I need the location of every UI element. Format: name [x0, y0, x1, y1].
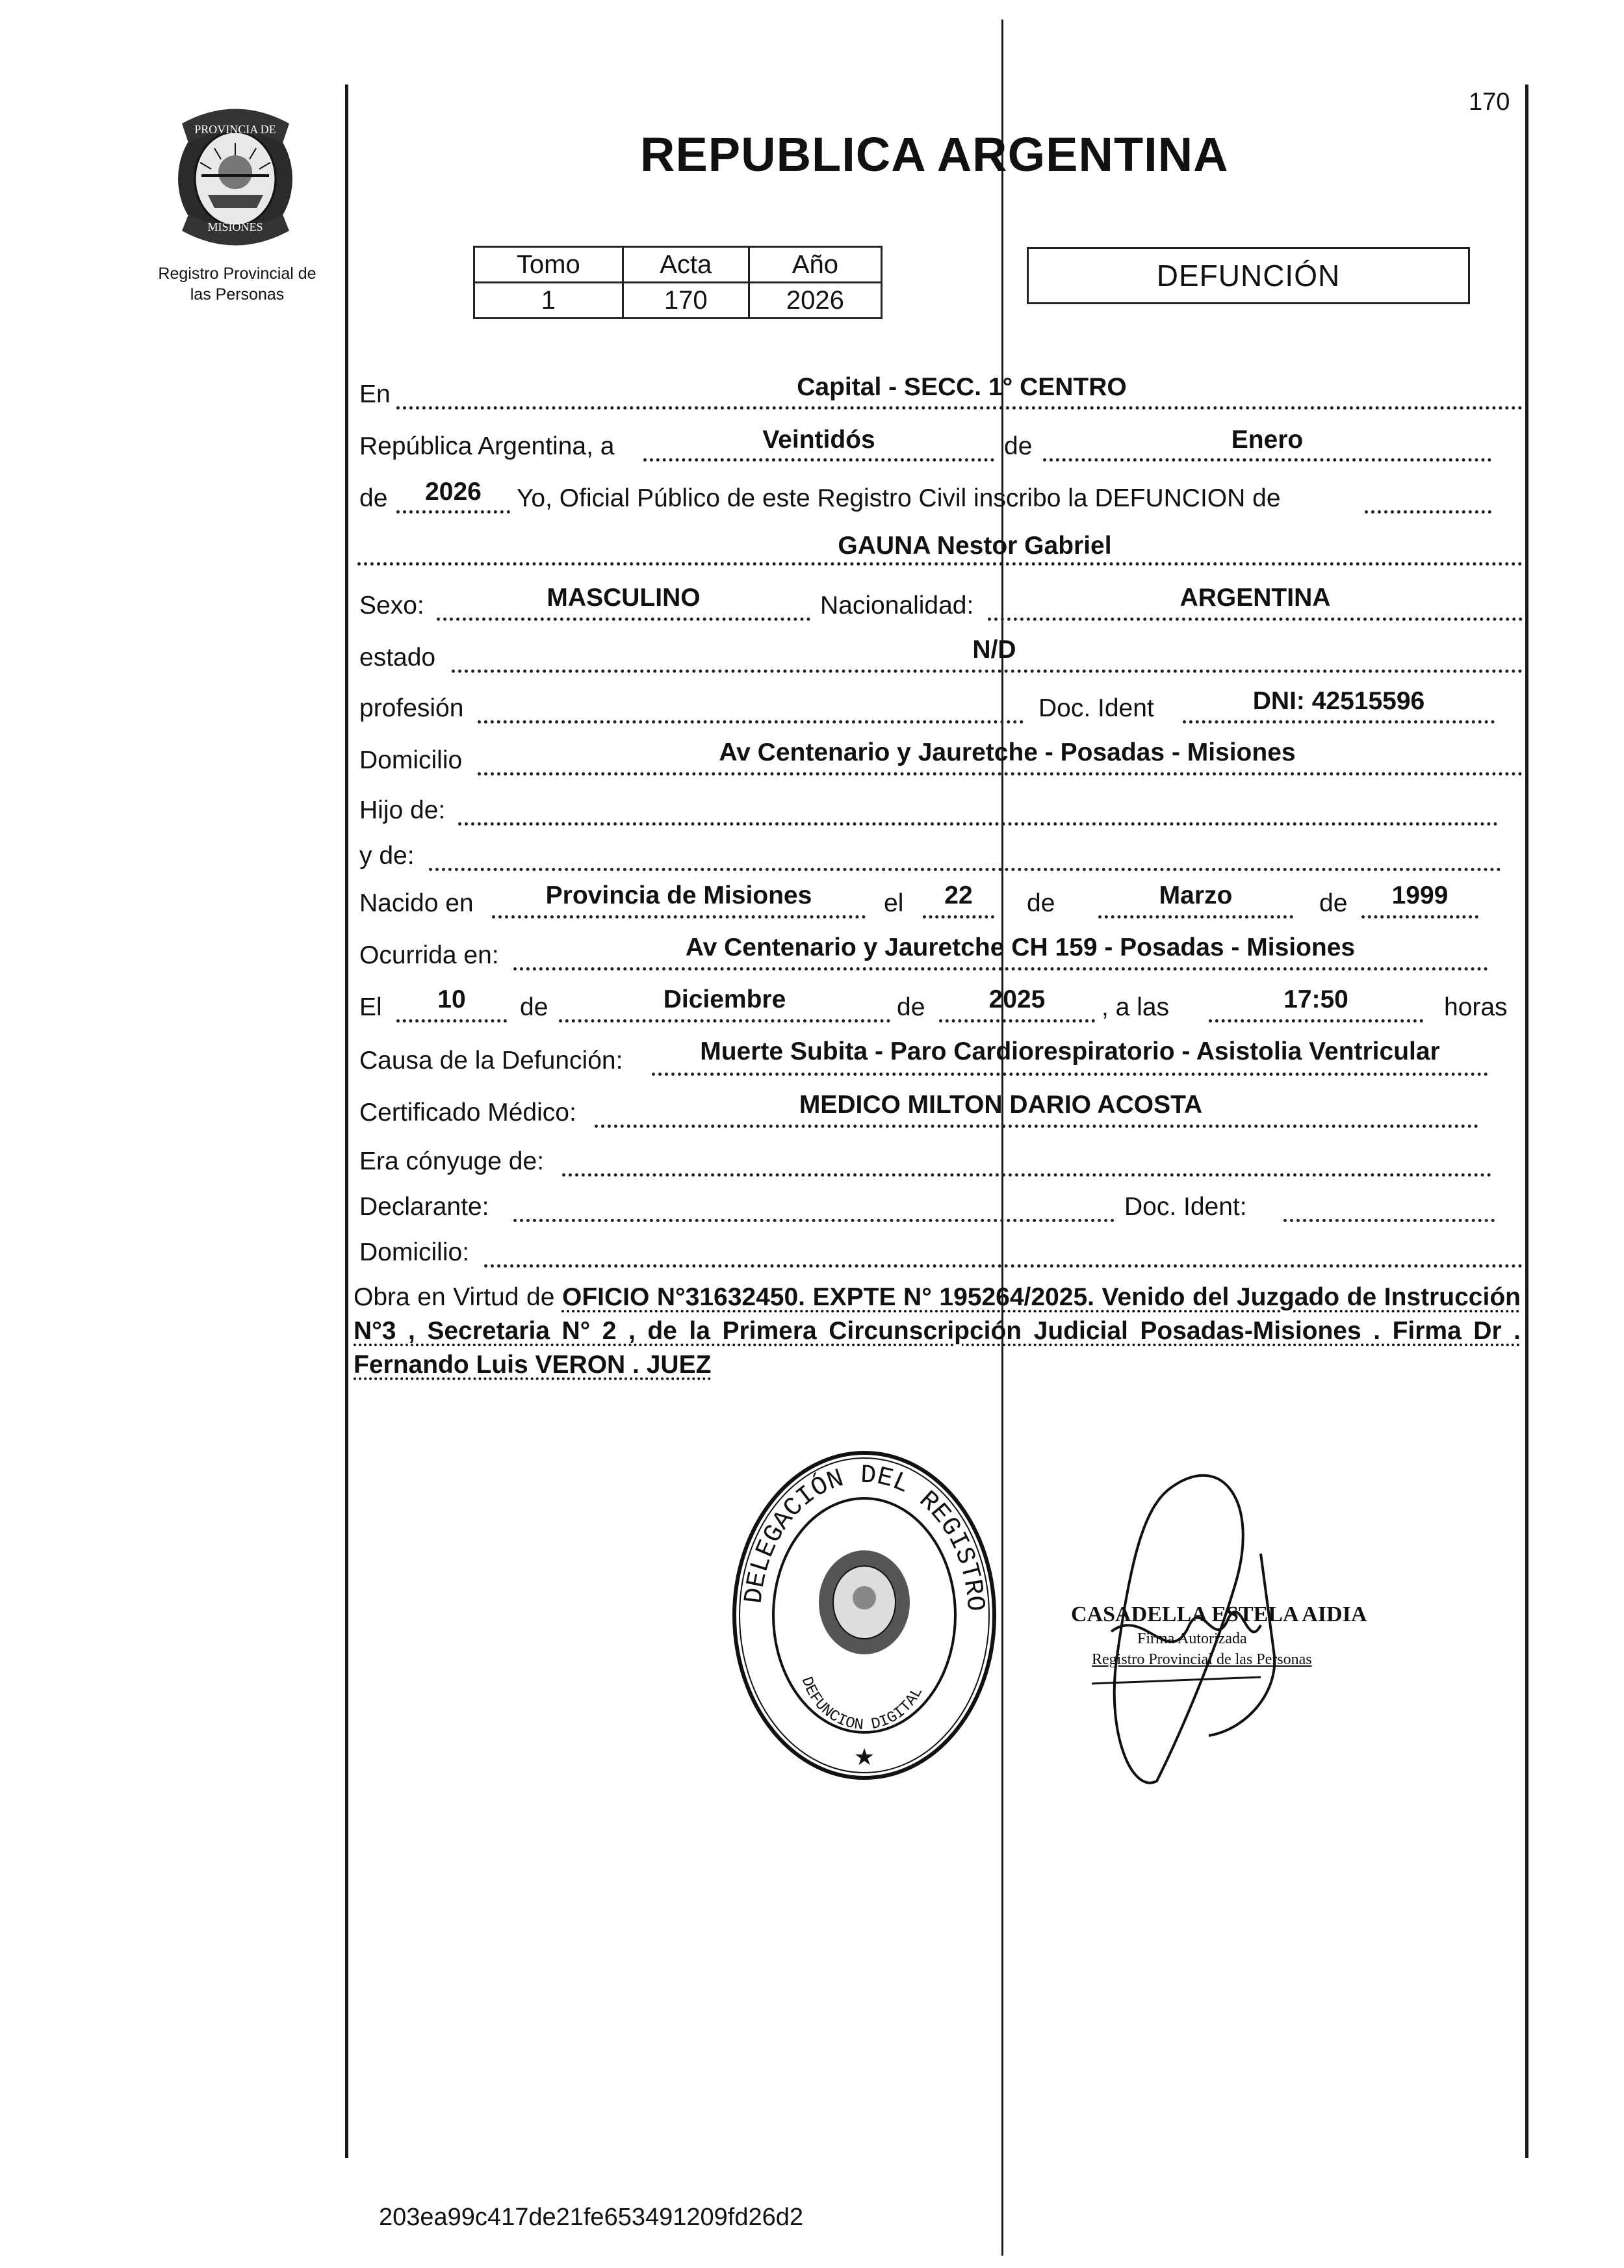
en-field-line	[396, 406, 1523, 410]
sexo-value: MASCULINO	[547, 584, 701, 612]
domicilio-value: Av Centenario y Jauretche - Posadas - Misiones	[719, 738, 1296, 766]
svg-text:DEFUNCION DIGITAL	[797, 1675, 927, 1734]
horas-label: horas	[1444, 993, 1508, 1021]
doc-ident2-label: Doc. Ident:	[1124, 1193, 1247, 1221]
hijo-field-line	[458, 822, 1498, 826]
nombre-field-line	[357, 562, 1523, 566]
en-label: En	[359, 380, 391, 408]
estado-field-line	[452, 670, 1523, 673]
nacido-label: Nacido en	[359, 889, 474, 917]
stamp-inner-text: DEFUNCION DIGITAL	[797, 1675, 927, 1735]
document-hash: 203ea99c417de21fe653491209fd26d2	[379, 2204, 803, 2231]
emblem-top-text: PROVINCIA DE	[194, 123, 276, 136]
def-mes-value: Diciembre	[663, 985, 786, 1013]
obra-value: OFICIO N°31632450. EXPTE N° 195264/2025. Venido del Juzgado de Instrucción N°3 , Secretaria N° 2 , de la Primera Circunscripción Judicial Posadas-Misiones . Firma Dr . Fernando Luis VERON . JUEZ	[354, 1283, 1521, 1379]
el-label: el	[884, 889, 904, 917]
acta-table-header: Año	[749, 247, 881, 283]
inscribo-text: Yo, Oficial Público de este Registro Civil inscribo la DEFUNCION de	[517, 484, 1281, 512]
page-number: 170	[1469, 88, 1510, 116]
profesion-field-line	[478, 720, 1024, 723]
official-stamp	[721, 1443, 1007, 1788]
domicilio-field-line	[478, 772, 1523, 776]
def-de2-label: de	[897, 993, 925, 1021]
acta-table-cell: 1	[474, 283, 623, 319]
yde-label: y de:	[359, 842, 415, 870]
sexo-label: Sexo:	[359, 592, 424, 619]
def-dia-field-line	[396, 1019, 507, 1023]
emblem-bottom-text: MISIONES	[207, 220, 263, 233]
nacionalidad-field-line	[988, 618, 1523, 621]
de-label: de	[1004, 432, 1033, 460]
conyuge-field-line	[562, 1173, 1491, 1177]
def-anio-value: 2025	[988, 985, 1046, 1013]
obra-paragraph	[354, 1281, 1521, 1382]
estado-value: N/D	[972, 636, 1016, 664]
nac-mes-value: Marzo	[1159, 881, 1233, 909]
page-title: REPUBLICA ARGENTINA	[640, 127, 1229, 181]
acta-table-header: Acta	[623, 247, 749, 283]
nacionalidad-value: ARGENTINA	[1179, 584, 1331, 612]
def-anio-field-line	[939, 1019, 1095, 1023]
document-type-box: DEFUNCIÓN	[1027, 247, 1470, 304]
left-margin-rule	[345, 85, 348, 2158]
signature	[1066, 1456, 1430, 1794]
acta-table-cell: 2026	[749, 283, 881, 319]
province-emblem	[162, 98, 309, 254]
nac-anio-field-line	[1361, 915, 1478, 919]
org-name-line2: las Personas	[190, 285, 285, 304]
hora-value: 17:50	[1283, 985, 1348, 1013]
fold-line	[1001, 20, 1003, 2256]
stamp-ring-text: DELEGACIÓN DEL REGISTRO	[740, 1461, 990, 1613]
nac-anio-value: 1999	[1391, 881, 1449, 909]
right-margin-rule	[1525, 85, 1528, 2158]
anio-value: 2026	[425, 478, 482, 506]
certificado-field-line	[595, 1125, 1478, 1128]
causa-value: Muerte Subita - Paro Cardiorespiratorio - Asistolia Ventricular	[700, 1037, 1440, 1065]
certificado-value: MEDICO MILTON DARIO ACOSTA	[799, 1091, 1203, 1119]
hora-field-line	[1209, 1019, 1423, 1023]
en-value: Capital - SECC. 1° CENTRO	[797, 373, 1127, 401]
acta-table-value-row	[474, 283, 882, 319]
def-de1-label: de	[520, 993, 548, 1021]
estado-label: estado	[359, 644, 436, 671]
hijo-label: Hijo de:	[359, 796, 446, 824]
sexo-field-line	[437, 618, 810, 621]
ocurrida-field-line	[513, 967, 1488, 971]
domicilio2-label: Domicilio:	[359, 1238, 470, 1266]
doc-ident-label: Doc. Ident	[1038, 694, 1154, 722]
conyuge-label: Era cónyuge de:	[359, 1147, 545, 1175]
dia-value: Veintidós	[762, 426, 875, 454]
def-mes-field-line	[559, 1019, 890, 1023]
domicilio2-field-line	[484, 1264, 1523, 1268]
alas-label: , a las	[1102, 993, 1170, 1021]
org-name	[127, 263, 348, 305]
org-name-line1: Registro Provincial de	[158, 265, 316, 283]
causa-underline	[652, 1073, 1488, 1076]
certificado-label: Certificado Médico:	[359, 1099, 576, 1127]
nac-dia-value: 22	[944, 881, 973, 909]
def-dia-value: 10	[437, 985, 466, 1013]
republica-label: República Argentina, a	[359, 432, 615, 460]
dia-field-line	[643, 458, 994, 462]
acta-table-header: Tomo	[474, 247, 623, 283]
acta-table-header-row	[474, 247, 882, 283]
signature-role: Firma Autorizada	[1137, 1630, 1247, 1647]
causa-label: Causa de la Defunción:	[359, 1047, 623, 1075]
mes-field-line	[1043, 458, 1491, 462]
inscribo-field-line	[1365, 510, 1491, 514]
yde-field-line	[429, 868, 1501, 871]
doc-ident-value: DNI: 42515596	[1252, 687, 1425, 715]
nac-de2-label: de	[1319, 889, 1348, 917]
declarante-label: Declarante:	[359, 1193, 489, 1221]
nacido-value: Provincia de Misiones	[545, 881, 812, 909]
acta-table-cell: 170	[623, 283, 749, 319]
signature-org: Registro Provincial de las Personas	[1092, 1651, 1312, 1668]
mes-value: Enero	[1231, 426, 1304, 454]
anio-field-line	[396, 510, 510, 514]
nacido-field-line	[492, 915, 866, 919]
nac-de1-label: de	[1027, 889, 1055, 917]
ocurrida-label: Ocurrida en:	[359, 941, 499, 969]
declarante-field-line	[513, 1219, 1115, 1222]
doc-ident2-field-line	[1283, 1219, 1495, 1222]
anio-prefix-label: de	[359, 484, 388, 512]
signature-name: CASADELLA ESTELA AIDIA	[1071, 1602, 1367, 1626]
nac-dia-field-line	[923, 915, 994, 919]
doc-ident-field-line	[1183, 720, 1495, 723]
profesion-label: profesión	[359, 694, 464, 722]
nacionalidad-label: Nacionalidad:	[820, 592, 974, 619]
acta-table	[473, 246, 883, 319]
el2-label: El	[359, 993, 382, 1021]
domicilio-label: Domicilio	[359, 746, 463, 774]
ocurrida-value: Av Centenario y Jauretche CH 159 - Posadas - Misiones	[685, 933, 1356, 961]
nombre-value: GAUNA Nestor Gabriel	[838, 532, 1112, 560]
nac-mes-field-line	[1098, 915, 1293, 919]
obra-label: Obra en Virtud de	[354, 1283, 555, 1311]
stamp-star: ★	[853, 1743, 875, 1770]
